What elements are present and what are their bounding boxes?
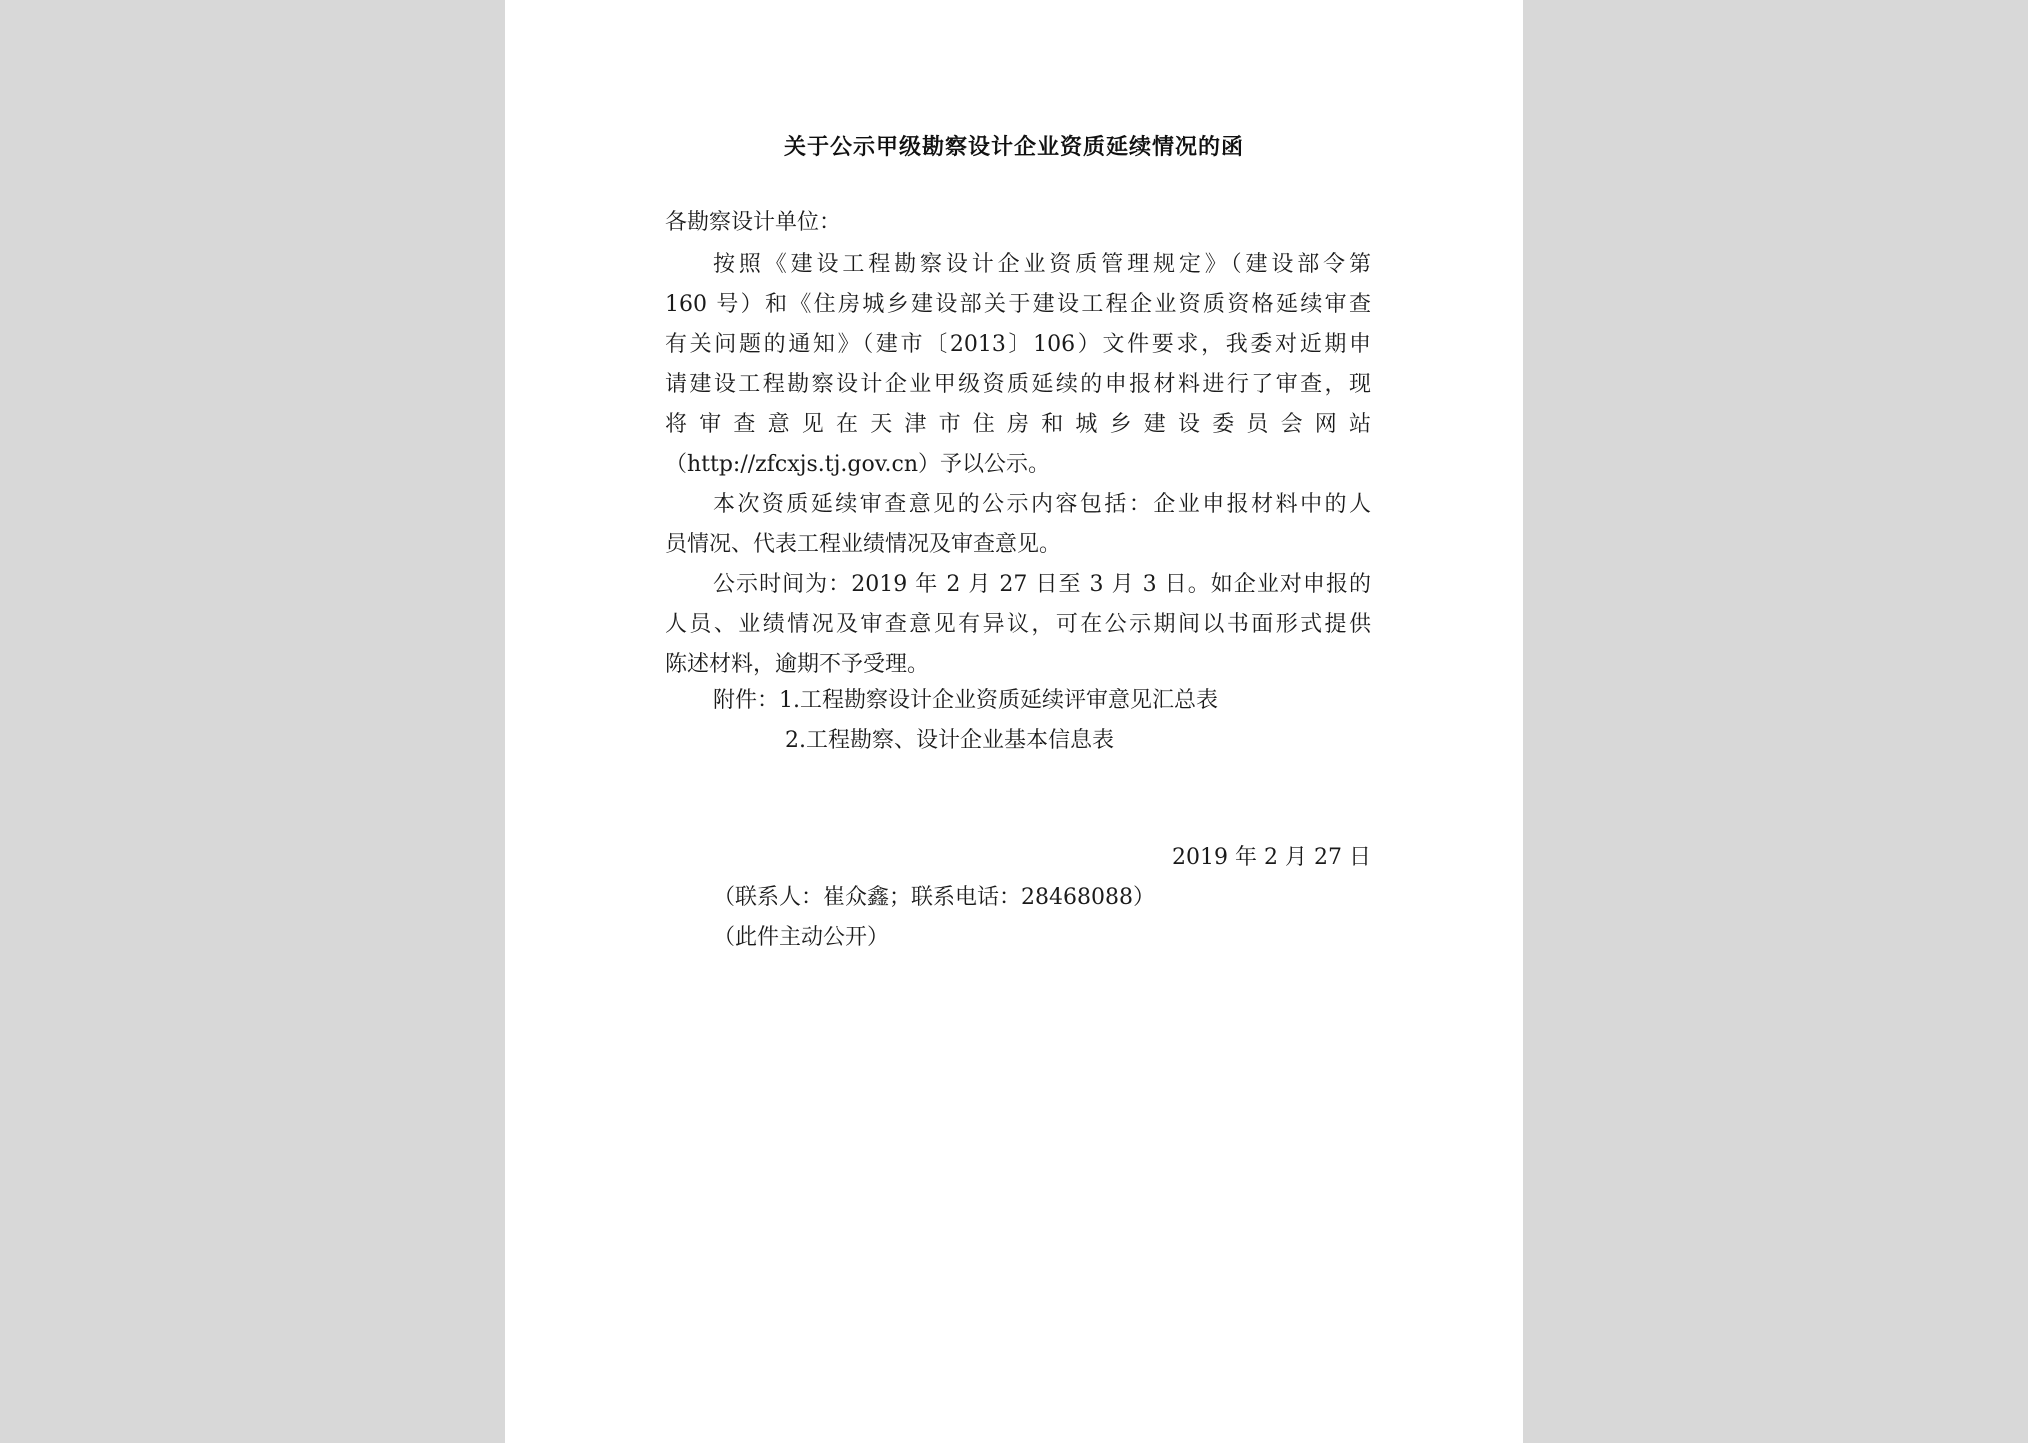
attachment-item: 附件：1.工程勘察设计企业资质延续评审意见汇总表: [713, 688, 1218, 713]
contact-info: （联系人：崔众鑫；联系电话：28468088）: [713, 885, 1155, 910]
paragraph-line: 有关问题的通知》（建市〔2013〕106）文件要求，我委对近期申: [665, 332, 1371, 357]
paragraph-line: （http://zfcxjs.tj.gov.cn）予以公示。: [665, 452, 1051, 477]
paragraph-line: 按照《建设工程勘察设计企业资质管理规定》（建设部令第: [713, 252, 1371, 277]
attachment-item: 2.工程勘察、设计企业基本信息表: [785, 728, 1114, 753]
paragraph-line: 陈述材料，逾期不予受理。: [665, 652, 930, 677]
paragraph-line: 人员、业绩情况及审查意见有异议，可在公示期间以书面形式提供: [665, 612, 1371, 637]
paragraph-line: 将审查意见在天津市住房和城乡建设委员会网站: [665, 412, 1371, 437]
paragraph-line: 160 号）和《住房城乡建设部关于建设工程企业资质资格延续审查: [665, 292, 1371, 317]
paragraph-line: 本次资质延续审查意见的公示内容包括：企业申报材料中的人: [713, 492, 1371, 517]
paragraph-line: 请建设工程勘察设计企业甲级资质延续的申报材料进行了审查，现: [665, 372, 1371, 397]
document-title: 关于公示甲级勘察设计企业资质延续情况的函: [783, 134, 1244, 160]
salutation: 各勘察设计单位：: [665, 210, 842, 235]
disclosure-note: （此件主动公开）: [713, 925, 890, 950]
document-page: [505, 0, 1523, 1443]
paragraph-line: 员情况、代表工程业绩情况及审查意见。: [665, 532, 1062, 557]
document-date: 2019 年 2 月 27 日: [1172, 845, 1371, 870]
paragraph-line: 公示时间为：2019 年 2 月 27 日至 3 月 3 日。如企业对申报的: [713, 572, 1371, 597]
